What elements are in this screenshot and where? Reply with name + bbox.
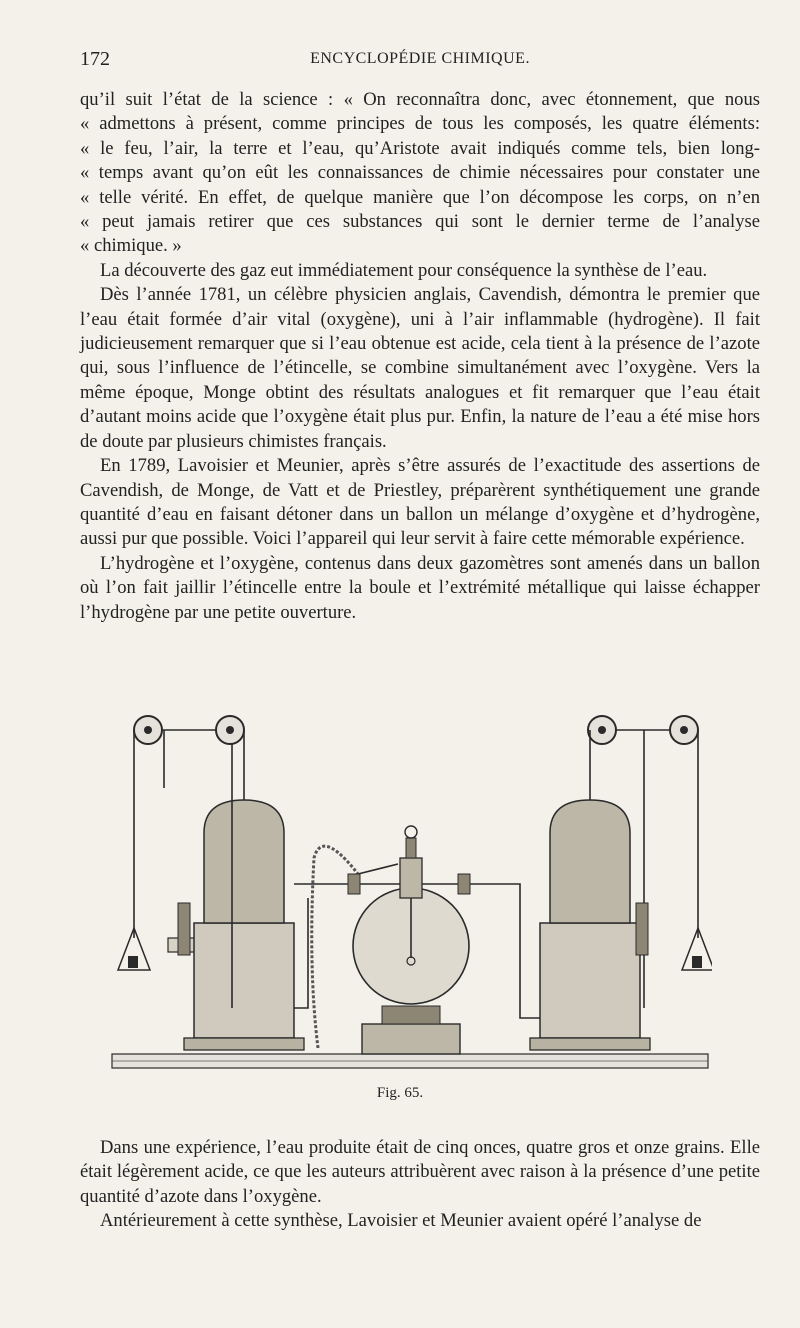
quote-line: « le feu, l’air, la terre et l’eau, qu’Aristote avait indiqués comme tels, bien long-	[80, 137, 760, 159]
balloon-flask	[353, 826, 469, 1054]
quote-line: « telle vérité. En effet, de quelque manière que l’on décompose les corps, on n’en	[80, 186, 760, 208]
paragraph: Dans une expérience, l’eau produite était de cinq onces, quatre gros et onze grains. Elle était légèrement acide, ce que les auteurs attribuèrent avec raison à la présence d’une petite quantité d’azote dans l’oxygène.	[80, 1137, 760, 1207]
paragraph: Antérieurement à cette synthèse, Lavoisier et Meunier avaient opéré l’analyse de	[100, 1210, 702, 1232]
quote-line: qu’il suit l’état de la science : « On reconnaîtra donc, avec étonnement, que nous	[80, 89, 760, 110]
paragraph: Dès l’année 1781, un célèbre physicien anglais, Cavendish, démontra le premier que l’eau était formée d’air vital (oxygène), uni à l’air inflammable (hydrogène). Il fait judicieusement remarquer que si l’eau obtenue est acide, cela tient à la présence de l’azote qui, sous l’influence de l’étincelle, se combine simultanément avec l’oxygène. Vers la même époque, Monge obtint des résultats analogues et fit remarquer que l’eau était d’autant moins acide que l’oxygène était plus pur. Enfin, la nature de l’eau a été mise hors de doute par plusieurs chimistes français.	[80, 284, 760, 452]
body-text-bottom	[80, 1136, 760, 1234]
figure-caption: Fig. 65.	[376, 1085, 424, 1101]
apparatus-illustration	[108, 708, 712, 1070]
figure-apparatus	[108, 708, 712, 1070]
left-gazometer	[118, 716, 304, 1050]
quote-line: « admettons à présent, comme principes de tous les composés, les quatre éléments:	[80, 113, 760, 135]
ground-base	[112, 1054, 708, 1068]
page-number: 172	[80, 48, 110, 70]
quote-line: « chimique. »	[80, 235, 182, 257]
running-head: ENCYCLOPÉDIE CHIMIQUE.	[310, 50, 530, 67]
body-text-top	[80, 88, 760, 625]
paragraph: En 1789, Lavoisier et Meunier, après s’être assurés de l’exactitude des assertions de Cavendish, de Monge, de Vatt et de Priestley, préparèrent synthétiquement une grande quantité d’eau en faisant détoner dans un ballon un mélange d’oxygène et d’hydrogène, aussi pur que possible. Voici l’appareil qui leur servit à faire cette mémorable expérience.	[80, 455, 760, 550]
right-gazometer	[530, 716, 712, 1050]
quotation	[80, 88, 760, 259]
page-header	[80, 48, 760, 74]
paragraph: La découverte des gaz eut immédiatement pour conséquence la synthèse de l’eau.	[100, 259, 708, 281]
quote-line: « temps avant qu’on eût les connaissances de chimie nécessaires pour constater une	[80, 162, 760, 184]
paragraph: L’hydrogène et l’oxygène, contenus dans deux gazomètres sont amenés dans un ballon où l’on fait jaillir l’étincelle entre la boule et l’extrémité métallique qui laisse échapper l’hydrogène par une petite ouverture.	[80, 552, 760, 623]
quote-line: « peut jamais retirer que ces substances qui sont le dernier terme de l’analyse	[80, 211, 760, 233]
